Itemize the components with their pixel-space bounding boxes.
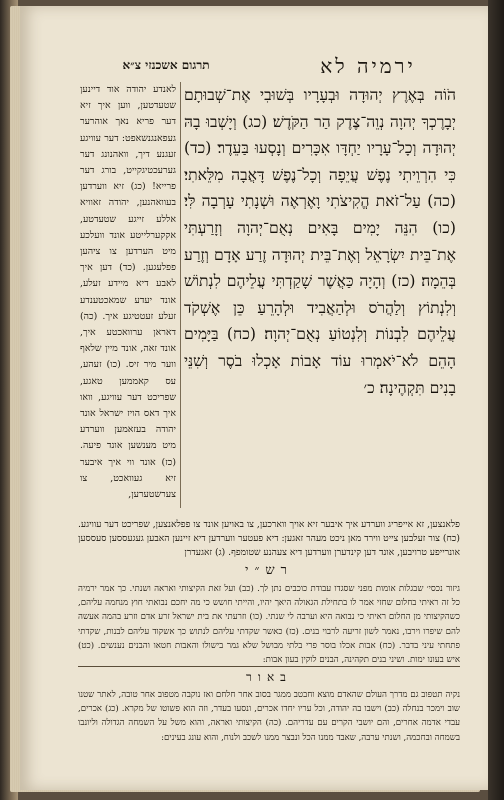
translation-paragraph: לאנדע יהודה אוד דיינען שטעדטען, ווען איך זיא דער פריא נאך אוהרער געפאנגנשאפט: דער עוויגע זעגנע דיך, וואהנונג דער גערעכטיגקייט, בורג דער פרייא! (כג) זיא ווערדען בעוואהנען, יהודה זאוויא אללע זייגע שטעדטע, אקקערלייטע אונד וועלכע מיט הערדען צו ציהען פפלעגען. (כד) דען איך לאבע דיא מיידע זעלע, אונד יעדע שמאכטענדע זעלע זעטטיגע איך. (כה) דאראן ערוואכטע איך, אונד זאה, אונד מיין שלאף ווער מיר זיס. (כו) זעהע, עס קאממען טאגע, שפריכט דער עוויגע, וואו איך דאס הויז ישראל אונד יהודה בעזאמען ווערדע מיט מענשען אונד פיעה. (כז) אונד ווי איך איבער זיא געוואכט, צו צערשטערען,	[80, 84, 176, 501]
section-divider	[78, 666, 460, 667]
rashi-commentary	[78, 582, 460, 668]
footnote-paragraph: פלאנצען, זא אייפריג ווערדע איך איבער זיא אויך ווארכען, צו באויען אונד צו פפלאנצען, שפריכט דער עוויגע. (כח) צור זעלבען צייט ווירד מאן ניכט מעהר זאגען: דיא פעטער ווערדען דיא זיינען האבען געגעססען סעססען אונרייפע טרויבען, אונד דען קינדערן ווערדען דיא צעהנע שטומפף. (ג) זאגעדרן	[78, 519, 460, 558]
main-hebrew-text	[184, 82, 456, 518]
chapter-header: ירמיה לא	[320, 54, 416, 78]
translation-header: תרגום אשכנזי צ״א	[122, 58, 210, 72]
column-divider	[180, 82, 181, 508]
rashi-title: רש״י	[245, 563, 293, 578]
translation-column	[80, 82, 176, 506]
beur-title: באור	[246, 670, 292, 684]
main-text-paragraph: הֹוֹה בְּאֶרֶץ יְהוּדָה וּבְעָרָיו בְּשׁוּבִי אֶת־שְׁבוּתָם יְבָרֶכְךָ יְהוָה נְוֵה־צֶדֶק הַר הַקֹּדֶשׁ׃ (כג) וְיָשְׁבוּ בָהּ יְהוּדָה וְכָל־עָרָיו יַחְדָּו אִכָּרִים וְנָסְעוּ בַּעֵדֶר׃ (כד) כִּי הִרְוֵיתִי נֶפֶשׁ עֲיֵפָה וְכָל־נֶפֶשׁ דָּאֲבָה מִלֵּאתִי׃ (כה) עַל־זֹאת הֱקִיצֹתִי וָאֶרְאֶה וּשְׁנָתִי עָרְבָה לִּי׃ (כו) הִנֵּה יָמִים בָּאִים נְאֻם־יְהוָה וְזָרַעְתִּי אֶת־בֵּית יִשְׂרָאֵל וְאֶת־בֵּית יְהוּדָה זֶרַע אָדָם וְזֶרַע בְּהֵמָה׃ (כז) וְהָיָה כַּאֲשֶׁר שָׁקַדְתִּי עֲלֵיהֶם לִנְתוֹשׁ וְלִנְתוֹץ וְלַהֲרֹס וּלְהַאֲבִיד וּלְהָרֵעַ כֵּן אֶשְׁקֹד עֲלֵיהֶם לִבְנוֹת וְלִנְטוֹעַ נְאֻם־יְהוָה׃ (כח) בַּיָּמִים הָהֵם לֹא־יֹאמְרוּ עוֹד אָבוֹת אָכְלוּ בֹסֶר וְשִׁנֵּי בָנִים תִּקְהֶינָה׃ כ׳	[184, 86, 456, 397]
beur-commentary	[78, 688, 460, 746]
beur-paragraph: נקיה תטפוב גם מדרך העולם שהאדם מוצא וחבטב ממגר בסוב אחר חלחם ואז נוקבה מטפוב אחר טובה, לאתר שטנו שוב וימכר בנחלה (כב) וישבו בה יהודה, וכל עריו יחדו אכרים, ונסעו בעדר, וזה הוא פשוטו של מקרא. (כג) אכרים, עבדי אדמה אחרים, והם יושבי הקרים עם עדריהם. (כה) הקיצותי ואראה, והוא משל על השמחה הגדולה וליונבו בשמחה ובחכמה, ושנתי ערבה, שאבד ממנו הכל ונבצר ממנו לשכב ולנוח, והוא עונג בעינים:	[78, 690, 460, 743]
book-edge-right	[488, 0, 504, 800]
rashi-paragraph: גיזור נכסי׳ שבגלות אומות מפני שסגדו עבודת כוכבים נתן לך. (כב) ועל זאת הקיצותי ואראה ושנתי. כך אמר ירמיה כל זה ראיתי בחלום שחזי אמר לו בתחילת הגאולה היאך יהיו, והייתי חושש כי מה יחכם נבואתי חוץ מנחמה עליהם, כשהקיצותי מן החלום ראיתי כי נבואה היא וערבה לי שנתי. (כו) וזרעתי את בית ישראל זרע אדם וזרע בהמה אעשה להם שיפרו וירבו, נאמר לשון זריעה לרבוי בנים. (כז) כאשר שקדתי עליהם לנתוש כך אשקוד עליהם לבנות, שקדתי פתחתי עיני בדבר. (כח) אבות אכלו בוסר פרי בלתי מבושל שלא גמר בישולו והאבות חטאו והבנים נענשים. (כט) איש בעונו ימות. ושיני בנים תקהינה, הבנים לוקין בעון אבות:	[78, 584, 460, 666]
translation-continuation	[78, 518, 460, 560]
book-page	[20, 6, 488, 790]
